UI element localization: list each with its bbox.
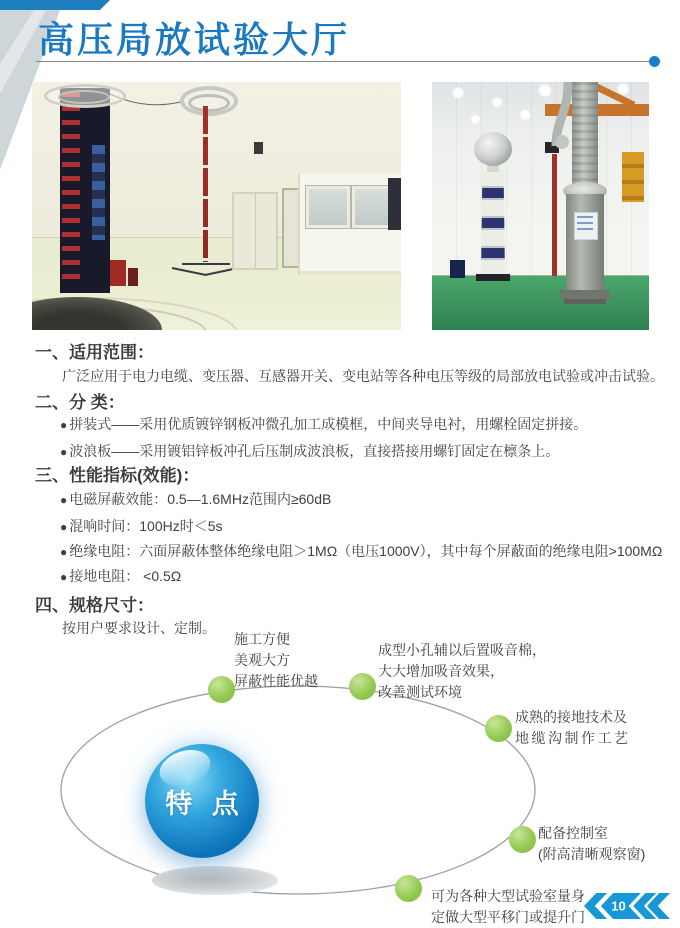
bushing-base-step [564,299,606,304]
base-equipment [110,260,126,286]
bullet-text: 电磁屏蔽效能：0.5—1.6MHz范围内≥60dB [69,491,332,507]
section-3-bullet-3 [60,541,662,561]
bullet-text: 波浪板——采用镀铝锌板冲孔后压制成波浪板，直接搭接用螺钉固定在檩条上。 [69,443,560,459]
sphere-shadow [152,866,278,895]
photo-test-hall-right [432,82,649,330]
callout-line: 成熟的接地技术及 [515,709,627,725]
section-3-bullet-4 [60,566,181,586]
callout-line: 改善测试环境 [378,684,462,700]
hall-door [232,192,278,270]
page-number-pager [584,892,670,920]
feature-dot-5 [395,875,422,902]
bullet-icon: ● [60,445,68,459]
photo-test-hall-left [32,82,401,330]
callout-line: 可为各种大型试验室量身 [431,888,585,904]
divider-toroid-inner [188,94,230,112]
feature-dot-4 [509,826,536,853]
bullet-icon: ● [60,570,68,584]
feature-dot-2 [349,673,376,700]
divider-joints [203,106,208,262]
bullet-icon: ● [60,520,68,534]
bullet-text: 混响时间：100Hz时＜5s [69,518,223,534]
section-2-bullet-2 [60,441,559,461]
voltage-divider-column [203,106,208,262]
page-title: 高压局放试验大厅 [38,19,351,60]
callout-line: (附高清晰观察窗) [538,846,646,862]
features-sphere [145,744,259,858]
bullet-icon: ● [60,493,68,507]
feature-callout-2 [378,640,546,703]
wall-speaker [254,142,263,154]
header-rule-end-dot [649,56,660,67]
pager-chevrons-icon [584,892,670,920]
section-3-bullet-1 [60,489,331,509]
feature-callout-1 [234,629,318,692]
feature-callout-5 [431,886,585,928]
dark-doorway [388,178,401,230]
bushing-base-flange [560,290,610,299]
callout-line: 施工方便 [234,631,290,647]
control-room [298,174,401,275]
tower-red-stages [62,92,80,288]
bullet-icon: ● [60,545,68,559]
section-3-heading: 三、性能指标(效能)： [35,466,200,485]
bullet-text: 拼装式——采用优质镀锌钢板冲微孔加工成模框，中间夹导电衬，用螺栓固定拼接。 [69,416,588,432]
callout-line: 成型小孔辅以后置吸音棉， [378,642,546,658]
section-1-heading: 一、适用范围： [35,343,154,362]
feature-dot-1 [208,676,235,703]
section-2-heading: 二、分 类： [35,393,125,412]
tower-blue-stages [92,145,105,239]
header-rule [36,61,649,62]
callout-line: 屏蔽性能优越 [234,673,318,689]
control-room-window-1 [306,186,350,228]
tower-corona-ring-inner [58,90,110,104]
feature-callout-3 [515,707,631,749]
bullet-icon: ● [60,418,68,432]
callout-line: 大大增加吸音效果， [378,663,504,679]
section-2-bullet-1 [60,414,587,434]
impulse-generator-tower [60,88,110,293]
bullet-text: 绝缘电阻：六面屏蔽体整体绝缘电阻＞1MΩ（电压1000V），其中每个屏蔽面的绝缘电阻>100MΩ [69,543,663,559]
equipment-label [574,212,598,240]
callout-line: 定做大型平移门或提升门 [431,909,585,925]
bushing-lower-cylinder [566,194,604,292]
label-text-lines [577,216,593,234]
page-number: 10 [611,898,626,914]
section-4-paragraph: 按用户要求设计、定制。 [62,620,216,636]
base-equipment-2 [128,268,138,286]
callout-line: 配备控制室 [538,825,608,841]
features-sphere-label: 特 点 [165,788,245,819]
section-4-heading: 四、规格尺寸： [35,596,154,615]
bullet-text: 接地电阻： <0.5Ω [69,568,182,584]
top-bar-decoration [0,0,110,10]
callout-line: 美观大方 [234,652,290,668]
bushing-pipe-art [432,82,649,330]
door-split-line [255,194,256,268]
feature-dot-3 [485,715,512,742]
callout-line: 地缆沟制作工艺 [515,730,631,746]
section-3-bullet-2 [60,516,223,536]
yellow-lift-equipment [622,152,644,202]
feature-callout-4 [538,823,645,865]
section-1-paragraph: 广泛应用于电力电缆、变压器、互感器开关、变电站等各种电压等级的局部放电试验或冲击试验。 [62,368,664,384]
